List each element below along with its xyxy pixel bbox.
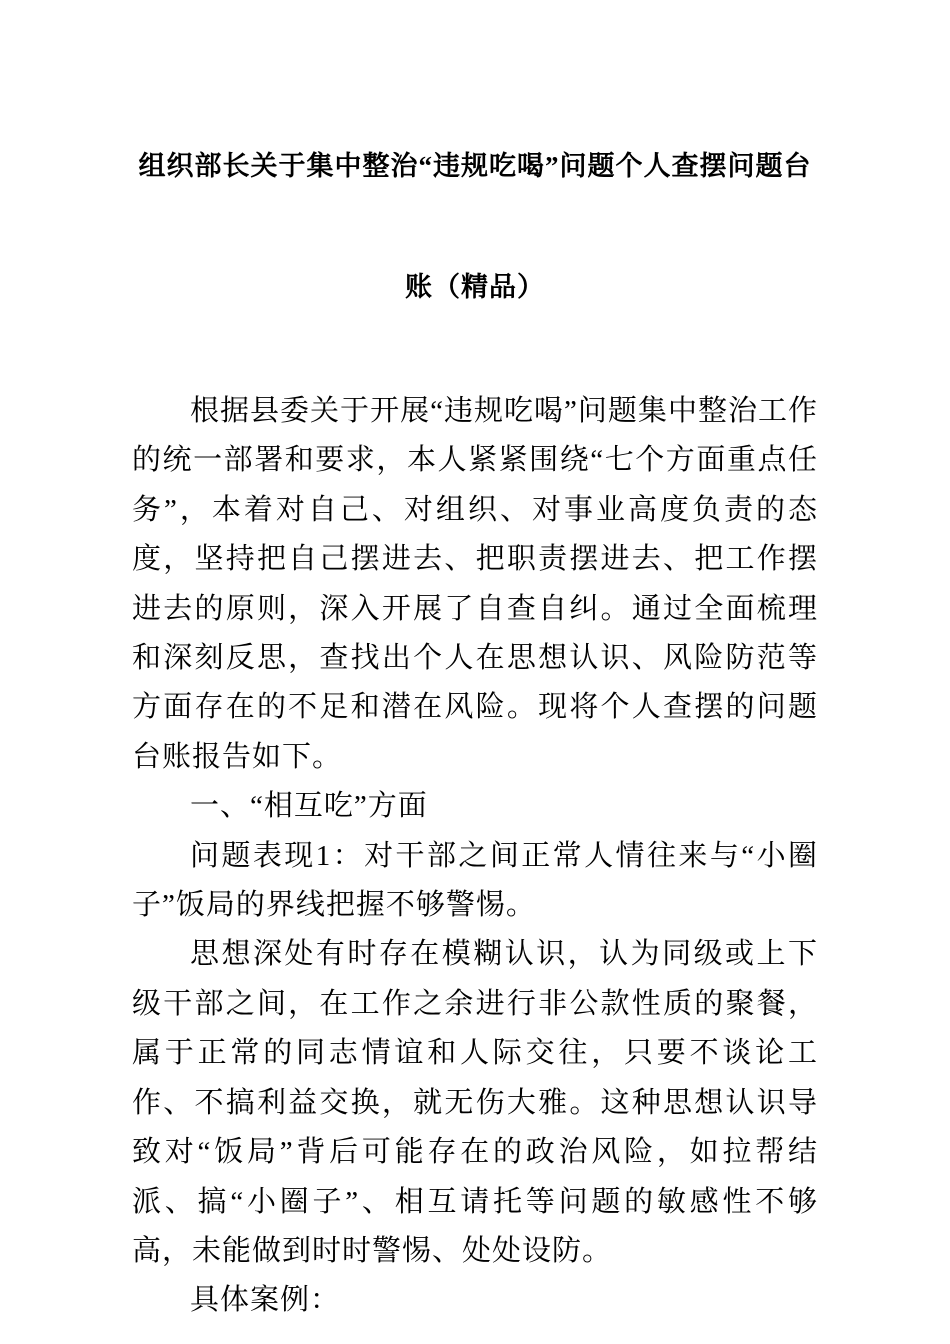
paragraph-problem-1: 问题表现1：对干部之间正常人情往来与“小圈子”饭局的界线把握不够警惕。 <box>132 839 818 922</box>
document-title-line-1: 组织部长关于集中整治“违规吃喝”问题个人查摆问题台 <box>138 151 812 181</box>
paragraph-case-label: 具体案例： <box>190 1284 341 1317</box>
document-title-line-2: 账（精品） <box>405 272 545 302</box>
paragraph-intro: 根据县委关于开展“违规吃喝”问题集中整治工作的统一部署和要求，本人紧紧围绕“七个方面重点任务”，本着对自己、对组织、对事业高度负责的态度，坚持把自己摆进去、把职责摆进去、把工作摆进去的原则，深入开展了自查自纠。通过全面梳理和深刻反思，查找出个人在思想认识、风险防范等方面存在的不足和潜在风险。现将个人查摆的问题台账报告如下。 <box>132 395 818 773</box>
document-body <box>132 387 818 1326</box>
paragraph-analysis-1: 思想深处有时存在模糊认识，认为同级或上下级干部之间，在工作之余进行非公款性质的聚餐，属于正常的同志情谊和人际交往，只要不谈论工作、不搞利益交换，就无伤大雅。这种思想认识导致对“饭局”背后可能存在的政治风险，如拉帮结派、搞“小圈子”、相互请托等问题的敏感性不够高，未能做到时时警惕、处处设防。 <box>132 938 818 1267</box>
document-title <box>132 106 818 348</box>
section-heading: 一、“相互吃”方面 <box>190 790 428 823</box>
